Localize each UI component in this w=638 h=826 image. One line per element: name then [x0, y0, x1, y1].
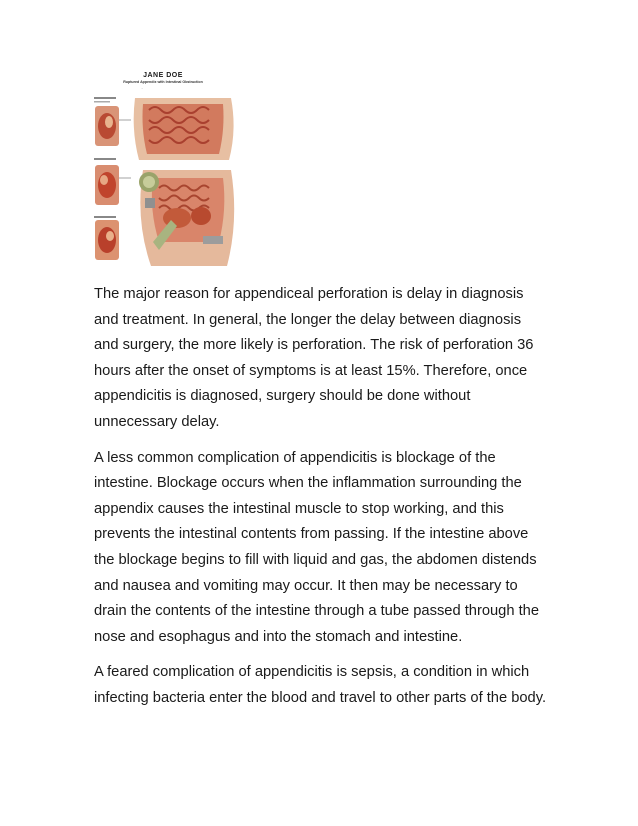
figure-caption: ...: [141, 87, 144, 90]
text-line: and surgery, the more likely is perforation. The risk of perforation 36: [94, 337, 534, 354]
text-line: prevents the intestinal contents from passing. If the intestine above: [94, 526, 529, 543]
text-line: A less common complication of appendicitis is blockage of the: [94, 449, 496, 466]
text-line: The major reason for appendiceal perforation is delay in diagnosis: [94, 286, 524, 302]
text-line: appendicitis is diagnosed, surgery should be done without: [94, 388, 471, 405]
text-line: the blockage begins to fill with liquid and gas, the abdomen distends: [94, 551, 537, 568]
text-line: unnecessary delay.: [94, 413, 220, 430]
figure-title: JANE DOE: [143, 72, 183, 79]
text-line: hours after the onset of symptoms is at least 15%. Therefore, once: [94, 362, 528, 379]
text-line: intestine. Blockage occurs when the inflammation surrounding the: [94, 475, 522, 492]
paragraph-sepsis: [94, 660, 564, 711]
medical-illustration: [91, 70, 235, 268]
text-line: and nausea and vomiting may occur. It then may be necessary to: [94, 577, 518, 594]
paragraph-blockage: [94, 446, 564, 651]
paragraph-perforation: [94, 282, 564, 436]
text-line: infecting bacteria enter the blood and travel to other parts of the body.: [94, 689, 547, 706]
appendix-illustration-graphic: [91, 70, 235, 268]
figure-subtitle: Ruptured Appendix with Intestinal Obstruction: [123, 80, 203, 84]
text-line: drain the contents of the intestine through a tube passed through the: [94, 603, 540, 620]
text-line: A feared complication of appendicitis is sepsis, a condition in which: [94, 664, 530, 681]
text-line: and treatment. In general, the longer the delay between diagnosis: [94, 311, 522, 328]
article-body: [94, 282, 564, 722]
text-line: nose and esophagus and into the stomach and intestine.: [94, 628, 463, 645]
text-line: appendix causes the intestinal muscle to stop working, and this: [94, 500, 504, 517]
